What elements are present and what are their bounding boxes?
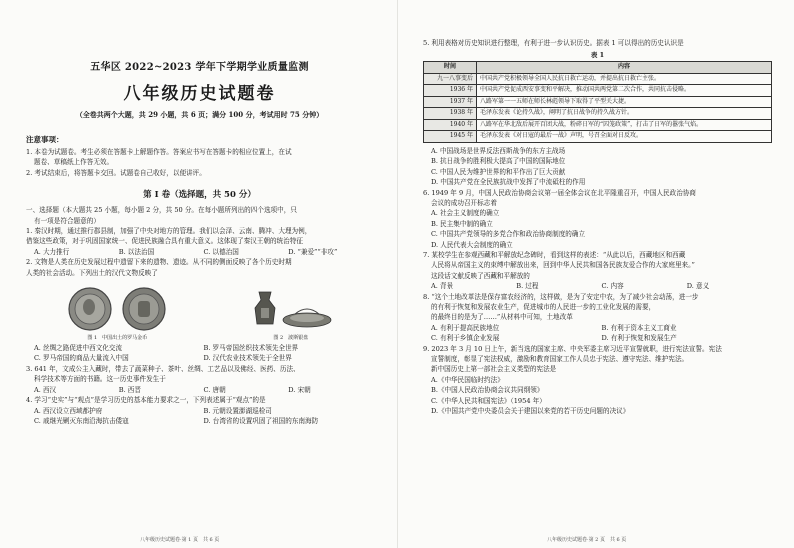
table-cell-content: 毛泽东发表《对日寇的最后一战》声明，号召全面对日反攻。 (477, 131, 772, 143)
figure-1 (62, 286, 172, 341)
option: C.《中华人民共和国宪法》（1954 年） (431, 396, 546, 405)
option: D. 汉代农业技术领先于全世界 (203, 354, 292, 363)
option: D. 台湾省的设置巩固了祖国的东南海防 (203, 416, 319, 425)
q2-stem: 2. 文物是人类在历史发展过程中遗留下来的遗物、遗迹。从不同的侧面反映了各个历史时期 (26, 258, 292, 267)
table-row (424, 119, 772, 131)
figure-1-caption: 图 1 中国出土的罗马金币 (87, 335, 148, 342)
exam-name: 八年级历史试题卷 (123, 84, 276, 104)
option: A. 背景 (431, 282, 454, 291)
q4-stem: 4. 学习“史实”与“观点”是学习历史的基本能力要求之一，下列表述属于“观点”的是 (26, 396, 266, 405)
option: B. 抗日战争的胜利极大提高了中国的国际地位 (431, 157, 566, 166)
option: C. 罗马帝国的商品大量流入中国 (34, 354, 129, 363)
table-cell-year: 1937 年 (424, 96, 477, 108)
q1-stem: 1. 秦汉时期，通过推行郡县制，加强了中央对地方的管理。我们以会泽、云南、腾冲、大理为例， (26, 227, 312, 236)
q2-figures (26, 281, 373, 341)
q9-options (423, 375, 772, 417)
table-caption: 表 1 (590, 51, 605, 60)
q9-stem: 9. 2023 年 3 月 10 日上午，新当选的国家主席、中央军委主席习近平宣誓就职，进行宪法宣誓。宪法 (423, 344, 722, 353)
option: C. 有利于乡镇企业发展 (431, 334, 500, 343)
option: B. 有利于资本主义工商业 (601, 323, 677, 332)
option: A. 大力推行 (34, 247, 70, 256)
table-cell-year: 九一八事变后 (424, 73, 477, 85)
option: C. 戚继光剿灭东南沿海抗击倭寇 (34, 416, 129, 425)
note-line: 题卷、草稿纸上作答无效。 (34, 158, 114, 167)
option: A. 社会主义制度的确立 (431, 209, 500, 218)
q2-options (26, 343, 373, 364)
table-row (424, 73, 772, 85)
q8-stem: 的有利于恢复和发展农业生产，促进城市的人民进一步的工业化发展的需要， (431, 303, 656, 311)
table-cell-content: 中国共产党积极领导全国人民抗日救亡运动，并提出抗日救亡主张。 (477, 73, 772, 85)
q1-stem: 借鉴这些政策，对于巩固国家统一、促进民族融合具有重大意义。这体现了秦汉王朝的统治特征 (26, 237, 303, 246)
q3-stem: 3. 641 年，文成公主入藏时，带去了蔬菜种子、茶叶、丝绸、工艺品以及佛经、医药、历法、 (26, 364, 300, 373)
option: B. 以法治国 (118, 247, 155, 256)
option: C. 内容 (601, 282, 624, 291)
page-footer: 八年级历史试题卷·第 1 页 共 6 页 (140, 537, 220, 543)
table-header-cell: 时间 (424, 62, 477, 74)
silver-vessel-image (245, 286, 337, 332)
q9-stem: 宣誓制度，彰显了宪法权威，激励和教育国家工作人员忠于宪法、遵守宪法、维护宪法。 (431, 355, 689, 364)
table-row (424, 131, 772, 143)
table-cell-content: 八路军第一一五师在师长林彪领导下取得了平型关大捷。 (477, 96, 772, 108)
q6-options (423, 208, 772, 250)
table-cell-content: 八路军在华北敌后展开百团大战，粉碎日军的“囚笼政策”，打击了日军的嚣张气焰。 (477, 119, 772, 131)
note-line: 2. 考试结束后，将答题卡交回。试题卷自己收好，以便讲评。 (26, 168, 206, 177)
exam-info: （全卷共两个大题，共 29 小题，共 6 页；满分 100 分，考试用时 75 分钟） (75, 110, 324, 119)
table-header-cell: 内容 (477, 62, 772, 74)
table-row (424, 85, 772, 97)
exam-title: 五华区 2022~2023 学年下学期学业质量监测 (90, 62, 309, 73)
history-table (423, 61, 772, 143)
option: D. 中国共产党在全民族抗战中发挥了中流砥柱的作用 (431, 178, 586, 187)
option: A. 中国战场是世界反法西斯战争的东方主战场 (431, 146, 566, 155)
q5-options (423, 146, 772, 188)
option: A. 有利于提高民族地位 (431, 323, 500, 332)
page-footer: 八年级历史试题卷·第 2 页 共 6 页 (547, 537, 627, 543)
option: D. 有利于恢复和发展生产 (601, 334, 677, 343)
figure-2 (245, 286, 337, 341)
option: D.《中国共产党中央委员会关于建国以来党的若干历史问题的决议》 (431, 407, 630, 416)
option: C. 以德治国 (203, 247, 239, 256)
table-cell-year: 1945 年 (424, 131, 477, 143)
q2-stem: 人类的社会活动。下列出土的汉代文物反映了 (26, 268, 158, 277)
page-2 (397, 0, 794, 548)
option: D. 意义 (686, 282, 710, 291)
table-header-row (424, 62, 772, 74)
table-cell-content: 中国共产党促成西安事变和平解决，推动国共两党第二次合作，共同抗击侵略。 (477, 85, 772, 97)
coin-pair-image (62, 286, 172, 332)
q3-stem: 科学技术等方面的书籍。这一历史事件发生于 (34, 375, 166, 384)
q9-stem: 新中国历史上第一部社会主义类型的宪法是 (431, 365, 557, 374)
q6-stem: 会议的成功召开标志着 (431, 198, 497, 207)
table-cell-content: 毛泽东发表《论持久战》，阐明了抗日战争的持久战方针。 (477, 108, 772, 120)
option: B. 过程 (516, 282, 539, 291)
q3-options (26, 385, 373, 395)
table-row (424, 96, 772, 108)
q7-stem: 人民将从帝国主义的束缚中解放出来，回到中华人民共和国各民族友爱合作的大家庭里来。” (431, 261, 695, 270)
table-cell-year: 1938 年 (424, 108, 477, 120)
option: D. 宋朝 (288, 385, 311, 394)
option: B. 西晋 (118, 385, 141, 394)
q6-stem: 6. 1949 年 9 月，中国人民政治协商会议第一届全体会议在北平隆重召开，中国人民政治协商 (423, 188, 697, 197)
part-intro: 有一项是符合题意的） (34, 216, 100, 225)
q8-stem: 8. “这个土地改革法是保存富农经济的，这样做，是为了安定中农，为了减少社会动荡，进一步 (423, 292, 699, 301)
option: D. “兼爱”“非攻” (288, 247, 338, 256)
option: B. 民主集中制的确立 (431, 219, 493, 228)
q8-stem: 的最终目的是为了……”从材料中可知，土地改革 (431, 313, 573, 322)
q7-stem: 这段话文献反映了西藏和平解放的 (431, 271, 530, 280)
table-cell-year: 1940 年 (424, 119, 477, 131)
q5-stem: 5. 利用表格对历史知识进行整理，有利于进一步认识历史。据表 1 可以得出的历史认识是 (423, 39, 684, 47)
option: A.《中华民国临时约法》 (431, 375, 504, 384)
q7-stem: 7. 某校学生在参观西藏和平解放纪念碑时，看到这样的表述：“从此以后，西藏地区和西藏 (423, 250, 686, 259)
section-title: 第 Ⅰ 卷（选择题，共 50 分） (143, 190, 256, 201)
q1-options (26, 247, 373, 257)
option: C. 中国共产党领导的多党合作和政治协商制度的确立 (431, 230, 586, 239)
table-row (424, 108, 772, 120)
part-intro: 一、选择题（本大题共 25 小题，每小题 2 分，共 50 分。在每小题所列出的四个选项中，只 (26, 206, 297, 215)
table-cell-year: 1936 年 (424, 85, 477, 97)
option: C. 中国人民为维护世界的和平作出了巨大贡献 (431, 167, 566, 176)
option: B. 元朝设置澎湖巡检司 (203, 406, 272, 415)
figure-2-caption: 图 2 波斯银盘 (273, 335, 309, 342)
option: A. 丝绸之路促进中西文化交流 (34, 344, 123, 353)
q8-options (423, 323, 772, 344)
notes-heading: 注意事项： (26, 135, 64, 144)
option: C. 唐朝 (203, 385, 226, 394)
option: B.《中国人民政治协商会议共同纲领》 (431, 386, 544, 395)
option: A. 西汉设立西域都护府 (34, 406, 103, 415)
option: A. 西汉 (34, 385, 57, 394)
q4-options (26, 406, 373, 427)
option: D. 人民代表大会制度的确立 (431, 240, 513, 249)
option: B. 罗马帝国丝织技术领先全世界 (203, 344, 299, 353)
q7-options (423, 281, 772, 291)
note-line: 1. 本卷为试题卷。考生必须在答题卡上解题作答。答案应书写在答题卡的相应位置上，在试 (26, 148, 292, 156)
